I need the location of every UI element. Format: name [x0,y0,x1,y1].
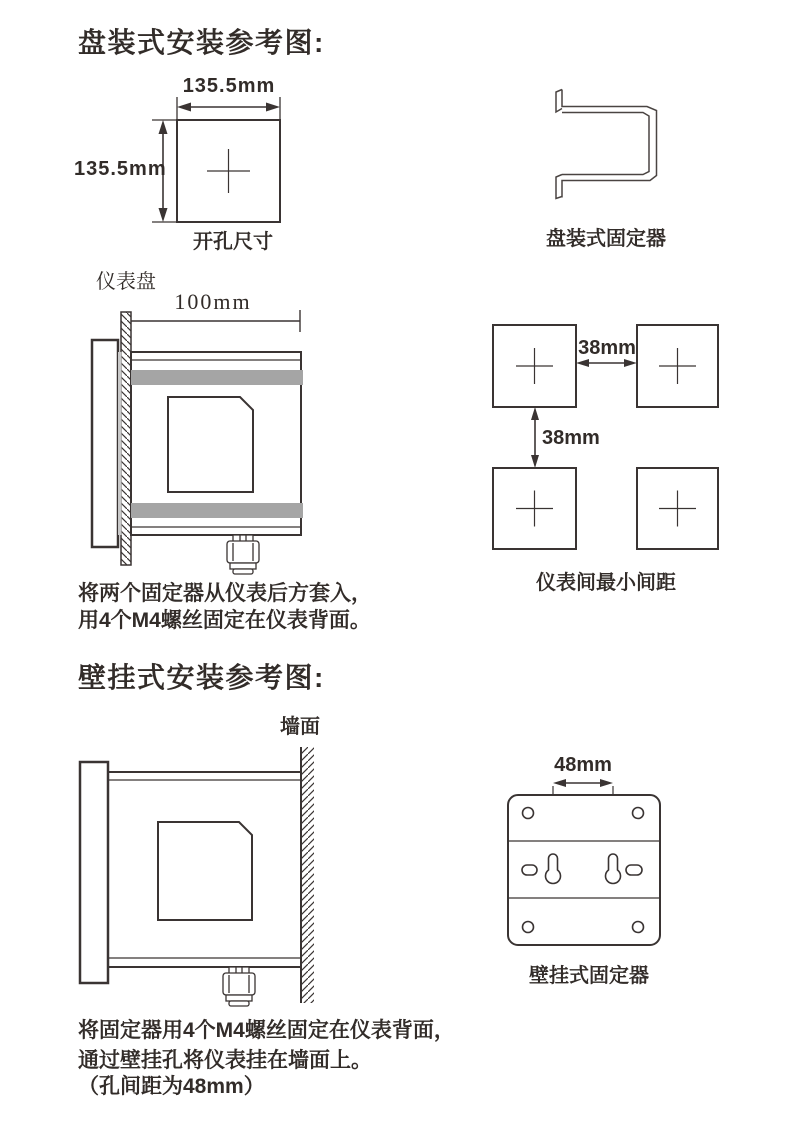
depth-dimension-label: 100mm [174,289,252,314]
wall-hatch [301,747,314,1003]
spacing-horizontal-label: 38mm [578,337,636,359]
wall-mount-side-view [70,740,320,1010]
body-inner-window [168,397,253,492]
spacing-caption: 仪表间最小间距 [536,572,676,594]
wall-note-line-1: 将固定器用4个M4螺丝固定在仪表背面， [78,1019,455,1042]
bezel-gasket [118,352,122,535]
panel-section-title: 盘装式安装参考图: [78,27,325,58]
wall-section-title: 壁挂式安装参考图: [78,662,325,693]
panel-note-line-2: 用4个M4螺丝固定在仪表背面。 [78,609,371,632]
spacing-vertical-label: 38mm [542,427,600,449]
mounting-panel-hatch [121,312,131,565]
body-inner-window [158,822,252,920]
cable-gland [227,535,259,574]
cable-gland [223,967,255,1006]
bracket-outline [556,90,657,199]
horizontal-spacing-arrow [576,359,637,367]
panel-bracket-diagram [548,84,663,204]
width-dimension-arrow [177,103,280,112]
fixer-bar-bottom [131,503,303,518]
wall-fixer-diagram [495,748,675,958]
cutout-caption: 开孔尺寸 [193,231,273,253]
cutout-width-label: 135.5mm [182,75,276,97]
fixer-bar-top [131,370,303,385]
wall-note-line-3: （孔间距为48mm） [78,1075,265,1098]
front-bezel [92,340,118,547]
front-bezel [80,762,108,983]
vertical-spacing-arrow [531,407,539,468]
instrument-panel-label: 仪表盘 [96,271,156,293]
panel-bracket-caption: 盘装式固定器 [546,228,666,250]
depth-dimension-line [131,310,300,332]
panel-note-line-1: 将两个固定器从仪表后方套入， [78,582,372,605]
panel-mount-side-view [85,285,320,585]
wall-fixer-caption: 壁挂式固定器 [529,965,649,987]
wall-surface-label: 墙面 [280,716,320,738]
cutout-height-label: 135.5mm [74,158,167,180]
wall-note-line-2: 通过壁挂孔将仪表挂在墙面上。 [78,1049,372,1072]
fixer-hole-spacing-label: 48mm [554,754,612,776]
